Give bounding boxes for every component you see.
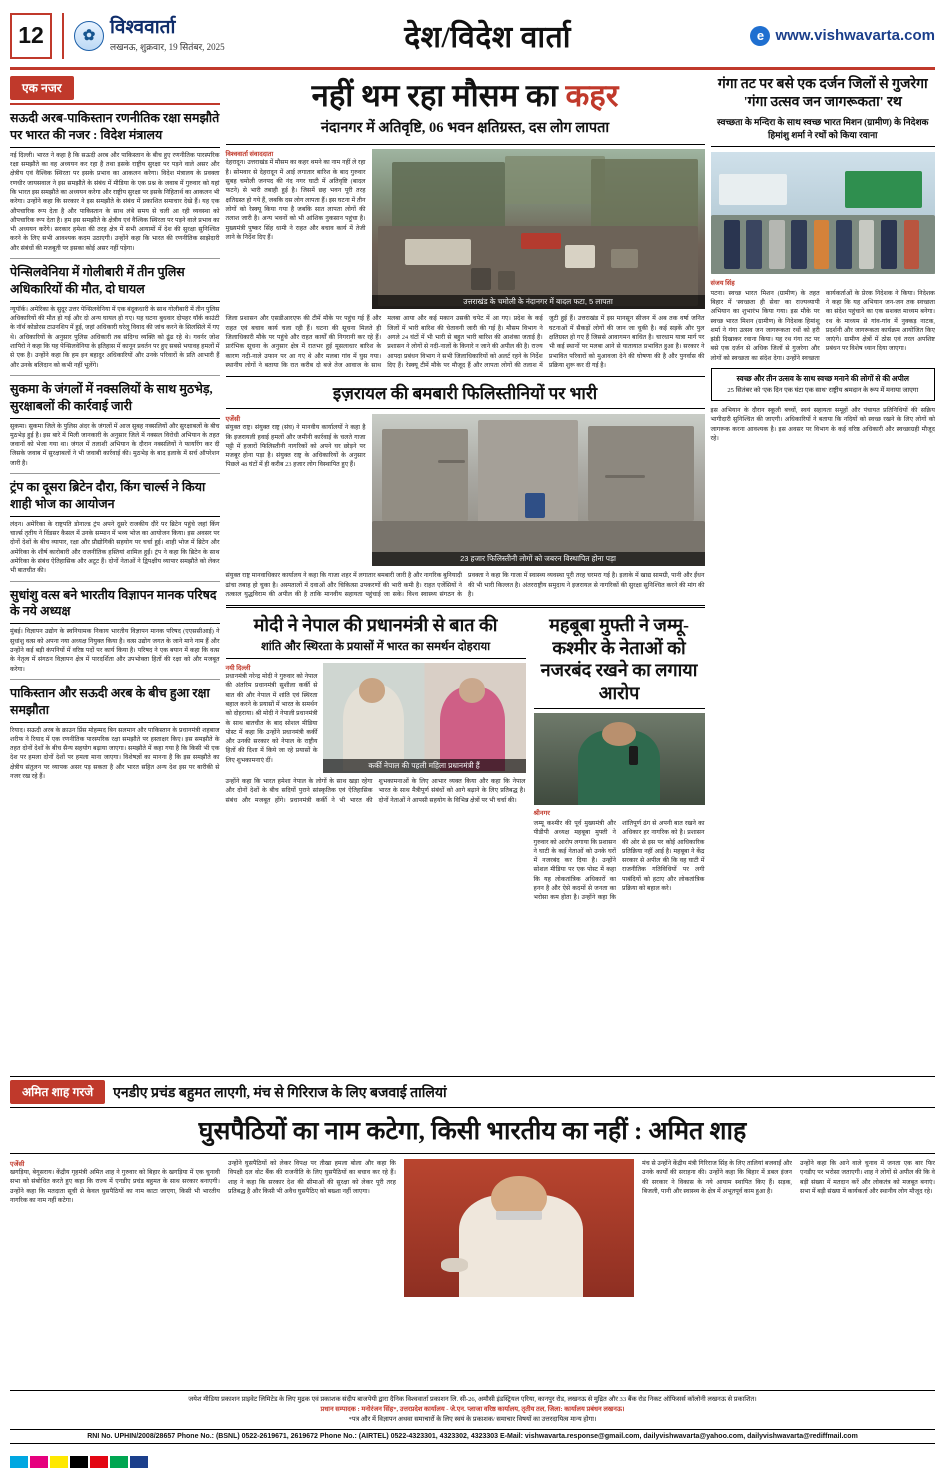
ganga-subheadline: स्वच्छता के मन्दिरा के साथ स्वच्छ भारत मिशन (ग्रामीण) के निदेशक हिमांशु शर्मा ने रथों को किया रवाना: [711, 116, 936, 146]
modi-headline: मोदी ने नेपाल की प्रधानमंत्री से बात की: [253, 615, 498, 636]
lead-body-2: जिला प्रशासन और एसडीआरएफ की टीमें मौके पर पहुंच गई हैं और राहत एवं बचाव कार्य चला रही हैं। घटना की सूचना मिलते ही जिलाधिकारी मौके पर पहुंचे और राहत कार्यों की निगरानी कर रहे हैं। प्रारंभिक सूचना के अनुसार क्षेत्र में रातभर हुई मूसलाधार बारिश के कारण नदी-नाले उफान पर आ गए थे और मलबा गांव में घुस गया। स्थानीय लोगों ने बताया कि रात करीब दो बजे तेज आवाज के साथ मलबा आया और कई मकान उसकी चपेट में आ गए।: [225, 315, 511, 369]
left-article: [10, 587, 220, 674]
amit-shah-byline: एजेंसी: [10, 1161, 25, 1168]
mehbooba-body: [534, 819, 705, 903]
israel-body-2: संयुक्त राष्ट्र मानवाधिकार कार्यालय ने कहा कि गाजा शहर में लगातार बमबारी जारी है और नागरिक बुनियादी ढांचा तबाह हो चुका है। अस्पतालों में दवाओं और चिकित्सा उपकरणों की भारी कमी है। राहत एजेंसियों ने तत्काल युद्धविराम की अपील की है ताकि मानवीय सहायता पहुंचाई जा सके।: [225, 572, 463, 598]
lead-top-row: [226, 149, 705, 309]
ganga-callout-title: स्वच्छ और तीन उत्सव के साथ स्वच्छ मनाने की लोगों से की अपील: [736, 374, 909, 384]
cmyk-yellow: [50, 1456, 68, 1468]
amit-shah-photo-wrap: [404, 1159, 634, 1297]
modi-body-rest: [226, 777, 526, 805]
amit-shah-band-text: एनडीए प्रचंड बहुमत लाएगी, मंच से गिरिराज के लिए बजवाई तालियां: [113, 1085, 447, 1101]
ganga-callout-box: [711, 368, 936, 401]
separator: [10, 375, 220, 376]
left-column-tag-row: [10, 76, 220, 105]
ganga-callout-text: 25 सितंबर को 'एक दिन एक घंटा एक साथ' राष्ट्रीय श्रमदान के रूप में मनाया जाएगा: [727, 387, 919, 395]
amit-shah-band: [10, 1076, 935, 1108]
ganga-byline: संजय सिंह: [710, 279, 735, 287]
modi-byline: नयी दिल्ली: [225, 665, 251, 673]
ganga-body-3: इस अभियान के दौरान स्कूली बच्चों, स्वयं सहायता समूहों और पंचायत प्रतिनिधियों की सक्रिय भागीदारी सुनिश्चित की जाएगी। अधिकारियों ने बताया कि नदियों को स्वच्छ रखने के लिए लोगों को जागरूक करना आवश्यक है। इस अवसर पर विभाग के कई वरिष्ठ अधिकारी और स्वच्छाग्रही मौजूद रहे।: [710, 407, 936, 443]
israel-body-1: संयुक्त राष्ट्र। संयुक्त राष्ट्र (संघ) ने मानवीय कार्यालयों ने कहा है कि इजरायली हवाई हमलों और जमीनी कार्रवाई के चलते गाजा पट्टी में हजारों फिलिस्तीनी नागरिकों को अपने घर छोड़ने पर मजबूर होना पड़ा है। संयुक्त राष्ट्र के अधिकारियों के अनुसार पिछले 48 घंटों में ही करीब 23 हजार लोग विस्थापित हुए हैं।: [225, 424, 366, 469]
article-body: सुकमा। सुकमा जिले के पुलिस अंदर के जंगलों में आज सुबह नक्सलियों और सुरक्षाबलों के बीच मुठभेड़ हुई है। इस बारे में मिली जानकारी के अनुसार जिले में नक्सल विरोधी अभियान के तहत जवानों को भेजा गया था। जंगल में तलाशी अभियान के दौरान नक्सलियों ने फायरिंग कर दी जिसके जवाब में सुरक्षाबलों ने भी जवाबी कार्रवाई की। मुठभेड़ के बाद इलाके में सर्च ऑपरेशन जारी है।: [10, 422, 220, 467]
left-article: [10, 110, 220, 253]
modi-first-column: [226, 663, 318, 773]
logo-icon: ✿: [74, 21, 104, 51]
amit-shah-headline: घुसपैठियों का नाम कटेगा, किसी भारतीय का नहीं : अमित शाह: [10, 1108, 935, 1154]
mehbooba-body-2: उन्होंने कहा कि शांतिपूर्ण ढंग से अपनी बात रखने का अधिकार हर नागरिक को है। प्रशासन की ओर से इस पर कोई आधिकारिक प्रतिक्रिया नहीं आई है। महबूबा ने केंद्र सरकार से अपील की कि वह घाटी में राजनीतिक गतिविधियों पर लगी पाबंदियों को हटाए और लोकतांत्रिक प्रक्रिया को बहाल करे।: [581, 819, 705, 902]
left-article: [10, 685, 220, 782]
website-link[interactable]: [750, 26, 935, 46]
lead-photo: [372, 149, 705, 309]
cmyk-registration-marks: [10, 1456, 148, 1468]
modi-story: [226, 614, 526, 902]
page-footer: [10, 1390, 935, 1444]
israel-photo-wrap: [372, 414, 705, 566]
israel-byline: एजेंसी: [225, 416, 241, 424]
masthead-divider: [62, 13, 64, 59]
amit-shah-body-2: उन्होंने घुसपैठियों को लेकर विपक्ष पर तीखा हमला बोला और कहा कि विपक्षी दल वोट बैंक की राजनीति के लिए घुसपैठियों का बचाव कर रहे हैं। शाह ने कहा कि सरकार देश की सीमाओं की सुरक्षा को लेकर पूरी तरह प्रतिबद्ध है और किसी भी अवैध घुसपैठिए को बख्शा नहीं जाएगा।: [228, 1160, 396, 1195]
modi-photo-wrap: [323, 663, 526, 773]
amit-shah-body-4: उन्होंने कहा कि आने वाले चुनाव में जनता एक बार फिर एनडीए पर भरोसा जताएगी। शाह ने लोगों से अपील की कि वे बड़ी संख्या में मतदान करें और लोकतंत्र को मजबूत बनाएं। सभा में बड़ी संख्या में कार्यकर्ता और स्थानीय लोग मौजूद रहे।: [800, 1160, 935, 1195]
mehbooba-story: [534, 614, 705, 902]
footer-line-2: प्रधान सम्पादक : मनोरंजन सिंह*, उत्तरप्रदेश कार्यालय - जे.एन. प्लाजा वरिष्ठ कार्यालय, तृतीय तल, जिला: कार्यालय प्रबंधन लखनऊ।: [320, 1406, 625, 1414]
lead-body-4: उत्तराखंड में इस मानसून सीजन में अब तक वर्षा जनित घटनाओं में सैकड़ों लोगों की जान जा चुकी है। कई सड़कें और पुल क्षतिग्रस्त हो गए हैं जिससे आवागमन बाधित है। चारधाम यात्रा मार्ग पर भी कई स्थानों पर मलबा आने से यातायात प्रभावित हुआ है। सरकार ने प्रभावित परिवारों को मुआवजा देने की घोषणा की है और पुनर्वास की प्रक्रिया शुरू कर दी गई है।: [548, 315, 705, 369]
article-body: नई दिल्ली। भारत ने कहा है कि सऊदी अरब और पाकिस्तान के बीच हुए रणनीतिक पारस्परिक रक्षा समझौते का वह अध्ययन कर रहा है तथा इसके राष्ट्रीय सुरक्षा पर पड़ने वाले असर और क्षेत्रीय एवं वैश्विक स्थिरता पर इसके प्रभाव का आकलन करेगा। विदेश मंत्रालय के प्रवक्ता रणधीर जायसवाल ने इस समझौते के संबंध में मीडिया के एक प्रश्न के जवाब में गुरुवार को यहां कि भारत इस समझौते का अध्ययन करेगा और राष्ट्रीय सुरक्षा पर इसके निहितार्थ का आकलन भी करेगा। उन्होंने कहा कि सरकार ने इस समझौते के संबंध में प्रकाशित समाचार देखे हैं। यह एक औपचारिक रूप देता है और पाकिस्तान के साथ लंबे समय से चली आ रही व्यवस्था को औपचारिक रूप देता है। हम इस समझौते के क्षेत्रीय एवं वैश्विक स्थिरता पर पड़ने वाले प्रभाव का भी अध्ययन करेंगे। सरकार हमेशा की तरह क्षेत्र में सभी आयामों में देश की सुरक्षा सुनिश्चित करने के लिए सभी आवश्यक कदम उठाएगी। उन्होंने कहा कि भारत की रणनीतिक साझेदारी और संबंधों की मजबूती पर इसका कोई असर नहीं पड़ेगा।: [10, 151, 220, 252]
footer-line-1: जयेश मीडिया प्रकाशन प्राइवेट लिमिटेड के लिए मुद्रक एवं प्रकाशक संदीप बाजपेयी द्वारा दैनिक विश्ववार्ता प्रकाशन लि. सी-26, अमौसी इंडस्ट्रियल एरिया, कानपुर रोड, लखनऊ से मुद्रित और 33 बैंक रोड निकट ऑफिसर्स कॉलोनी लखनऊ से प्रकाशित।: [188, 1396, 757, 1404]
left-article: [10, 479, 220, 576]
bottom-story: [10, 1070, 935, 1297]
separator: [10, 258, 220, 259]
section-title: देश/विदेश वार्ता: [404, 21, 571, 54]
amit-shah-body-3: मंच से उन्होंने केंद्रीय मंत्री गिरिराज सिंह के लिए तालियां बजवाईं और उनके कार्यों की सराहना की। उन्होंने कहा कि बिहार में डबल इंजन की सरकार ने विकास के नये आयाम स्थापित किए हैं। सड़क, बिजली, पानी और स्वास्थ्य के क्षेत्र में अभूतपूर्व काम हुआ है।: [642, 1160, 792, 1195]
article-headline: सुधांशु वत्स बने भारतीय विज्ञापन मानक परिषद के नये अध्यक्ष: [10, 587, 220, 625]
amit-shah-col-2: [228, 1159, 396, 1297]
cmyk-cyan: [10, 1456, 28, 1468]
mehbooba-headline: महबूबा मुफ्ती ने जम्मू-कश्मीर के नेताओं को नजरबंद रखने का लगाया आरोप: [534, 614, 705, 709]
amit-shah-col-4: [800, 1159, 935, 1297]
article-body: लंदन। अमेरिका के राष्ट्रपति डोनाल्ड ट्रंप अपने दूसरे राजकीय दौरे पर ब्रिटेन पहुंचे जहां किंग चार्ल्स तृतीय ने विंडसर कैसल में उनके सम्मान में भव्य भोज का आयोजन किया। इस अवसर पर दोनों देशों के बीच व्यापार, रक्षा और प्रौद्योगिकी सहयोग पर चर्चा हुई। शाही भोज में ब्रिटेन और अमेरिका के शीर्ष कारोबारी और राजनीतिक हस्तियां शामिल हुईं। ट्रंप ने कहा कि ब्रिटेन के साथ अमेरिका के संबंध ऐतिहासिक और अटूट हैं। दोनों नेताओं ने द्विपक्षीय व्यापार समझौते को लेकर भी बातचीत की।: [10, 520, 220, 575]
ganga-headline: गंगा तट पर बसे एक दर्जन जिलों से गुजरेगा 'गंगा उत्सव जन जागरूकता' रथ: [717, 77, 928, 111]
lead-body-3: प्रदेश के कई जिलों में भारी बारिश की चेतावनी जारी की गई है। मौसम विभाग ने अगले 24 घंटों में भी भारी से बहुत भारी बारिश की आशंका जताई है। प्रशासन ने लोगों से नदी-नालों के किनारे न जाने की अपील की है। राज्य आपदा प्रबंधन विभाग ने सभी जिलाधिकारियों को अलर्ट रहने के निर्देश दिए हैं। रेस्क्यू टीमें मौके पर मौजूद हैं और लापता लोगों की तलाश में जुटी हुई हैं।: [387, 315, 576, 369]
article-headline: ट्रंप का दूसरा ब्रिटेन दौरा, किंग चार्ल्स ने किया शाही भोज का आयोजन: [10, 479, 220, 517]
separator: [226, 605, 705, 608]
ganga-body-1: पटना। स्वच्छ भारत मिशन (ग्रामीण) के तहत बिहार में 'स्वच्छता ही सेवा' का राज्यव्यापी अभियान का शुभारंभ किया गया। इस मौके पर स्वच्छ भारत मिशन (ग्रामीण) के निदेशक हिमांशु शर्मा ने गंगा उत्सव जन जागरूकता रथों को हरी झंडी दिखाकर रवाना किया। यह रथ गंगा तट पर बसे एक दर्जन से अधिक जिलों से गुजरेगा और लोगों को स्वच्छता का संदेश देगा।: [710, 289, 820, 362]
footer-line-3: *पत्र और में विज्ञापन अथवा समाचारों के लिए स्वयं के प्रकाशक/ समाचार विषयों का उत्तरदायित्व मान्य होगा।: [348, 1416, 597, 1424]
israel-headline: इज़रायल की बमबारी फिलिस्तीनियों पर भारी: [226, 376, 705, 409]
lead-first-column: [226, 149, 366, 309]
ek-nazar-tag: एक नजर: [10, 76, 74, 100]
article-headline: पाकिस्तान और सऊदी अरब के बीच हुआ रक्षा समझौता: [10, 685, 220, 723]
cmyk-blue: [130, 1456, 148, 1468]
lower-stories-row: [226, 614, 705, 902]
left-article: [10, 264, 220, 370]
cmyk-black: [70, 1456, 88, 1468]
mehbooba-body-1: जम्मू कश्मीर की पूर्व मुख्यमंत्री और पीडीपी अध्यक्ष महबूबा मुफ्ती ने गुरुवार को आरोप लगाया कि प्रशासन ने घाटी के कई नेताओं को उनके घरों में नजरबंद कर दिया है। उन्होंने सोशल मीडिया पर एक पोस्ट में कहा कि यह लोकतांत्रिक अधिकारों का हनन है और ऐसे कदमों से जनता का भरोसा कम होता है।: [533, 819, 617, 902]
article-headline: सऊदी अरब-पाकिस्तान रणनीतिक रक्षा समझौते पर भारत की नजर : विदेश मंत्रालय: [10, 110, 220, 148]
modi-body-2: उन्होंने कहा कि भारत हमेशा नेपाल के लोगों के साथ खड़ा रहेगा और दोनों देशों के बीच सदियों पुराने सांस्कृतिक एवं ऐतिहासिक संबंध और मजबूत होंगे। प्रधानमंत्री कर्की ने भी भारत की शुभकामनाओं के लिए आभार व्यक्त किया और कहा कि नेपाल भारत के साथ मैत्रीपूर्ण संबंधों को आगे बढ़ाने के लिए प्रतिबद्ध है। दोनों नेताओं ने आपसी सहयोग के विभिन्न क्षेत्रों पर भी चर्चा की।: [225, 778, 526, 804]
article-body: न्यूयॉर्क। अमेरिका के सुदूर उत्तर पेन्सिलवेनिया में एक बंदूकधारी के साथ गोलीबारी में तीन पुलिस अधिकारियों की मौत हो गई और दो अन्य घायल हो गए। यह घटना बुधवार दोपहर यॉर्क काउंटी के नॉर्थ कोडोरस टाउनशिप में हुई, जहां अधिकारी घरेलू विवाद की जांच करने के सिलसिले में गए थे। अधिकारियों के अनुसार पुलिस अधिकारी तब संदिग्ध व्यक्ति को ढूंढ रहे थे। गवर्नर जोश शापिरो ने कहा कि यह पेन्सिलवेनिया के इतिहास में कानून प्रवर्तन पर हुए सबसे भयावह हमलों में से एक है। उन्होंने कहा कि हम इन बहादुर अधिकारियों और उनके परिवारों के प्रति आभारी हैं और उनके बलिदान को कभी नहीं भूलेंगे।: [10, 305, 220, 369]
lead-byline: विश्ववार्ता संवाददाता: [225, 151, 274, 159]
israel-top-row: [226, 414, 705, 566]
mehbooba-byline: श्रीनगर: [533, 810, 551, 818]
left-article: [10, 381, 220, 468]
lead-photo-wrap: [372, 149, 705, 309]
cmyk-magenta: [30, 1456, 48, 1468]
israel-first-column: [226, 414, 366, 566]
lead-headline-block: [226, 78, 705, 145]
amit-shah-col-1: [10, 1159, 220, 1297]
brand-title: विश्ववार्ता: [110, 17, 176, 38]
amit-shah-col-3: [642, 1159, 792, 1297]
masthead: [10, 8, 935, 70]
mehbooba-byline-wrap: [534, 809, 705, 819]
website-url-text: www.vishwavarta.com: [775, 27, 935, 44]
lead-photo-caption: उत्तराखंड के चमोली के नंदानगर में बादल फटा, 5 लापता: [372, 295, 705, 309]
lead-body-rest: [226, 314, 705, 370]
amit-shah-tag: अमित शाह गरजे: [10, 1080, 105, 1104]
lead-headline-part1: नहीं थम रहा मौसम का: [311, 78, 558, 113]
lead-subheadline: नंदानगर में अतिवृष्टि, 06 भवन क्षतिग्रस्त, दस लोग लापता: [320, 119, 610, 136]
modi-body-1: प्रधानमंत्री नरेन्द्र मोदी ने गुरुवार को नेपाल की अंतरिम प्रधानमंत्री सुशीला कर्की से बात की और नेपाल में शांति एवं स्थिरता बहाल करने के प्रयासों में भारत के समर्थन को दोहराया। श्री मोदी ने नेपाली प्रधानमंत्री के साथ बातचीत के बाद सोशल मीडिया पोस्ट में कहा कि उन्होंने प्रधानमंत्री कर्की और उनकी सरकार को नेपाल के राष्ट्रीय हितों की दिशा में किये जा रहे प्रयासों के लिए शुभकामनाएं दीं।: [225, 673, 318, 764]
israel-photo-caption: 23 हजार फिलिस्तीनी लोगों को जबरन विस्थापित होना पड़ा: [372, 552, 705, 566]
amit-shah-row: [10, 1159, 935, 1297]
page-number: 12: [10, 13, 52, 59]
israel-body-rest: [226, 571, 705, 599]
israel-body-3: विश्व स्वास्थ्य संगठन के प्रवक्ता ने कहा कि गाजा में स्वास्थ्य व्यवस्था पूरी तरह चरमरा गई है। इलाके में खाद्य सामग्री, पानी और ईंधन की भी भारी किल्लत है। अंतरराष्ट्रीय समुदाय ने इजरायल से नागरिकों की सुरक्षा सुनिश्चित करने की मांग की है।: [406, 572, 705, 598]
modi-photo-caption: कर्की नेपाल की पहली महिला प्रधानमंत्री हैं: [323, 759, 526, 773]
separator: [10, 581, 220, 582]
ganga-photo: [711, 152, 936, 274]
brand-subtitle: लखनऊ, शुक्रवार, 19 सितंबर, 2025: [110, 42, 225, 52]
globe-icon: e: [750, 26, 770, 46]
mehbooba-photo: [534, 713, 705, 805]
article-body: मुंबई। विज्ञापन उद्योग के स्वनियामक निकाय भारतीय विज्ञापन मानक परिषद (एएससीआई) ने सुधांशु वत्स को अपना नया अध्यक्ष नियुक्त किया है। वत्स उद्योग जगत के जाने माने नाम हैं और उन्होंने कई बड़ी कंपनियों में वरिष्ठ पदों पर कार्य किया है। परिषद ने एक बयान में कहा कि वत्स के नेतृत्व में संगठन विज्ञापन क्षेत्र में पारदर्शिता और उपभोक्ता हितों की रक्षा को और मजबूत करेगा।: [10, 628, 220, 673]
ganga-body-2: उन्होंने स्वच्छता कार्यकर्ताओं के प्रेरक निदेशक ने किया। निदेशक ने कहा कि यह अभियान जन-जन तक स्वच्छता का संदेश पहुंचाने का एक सशक्त माध्यम बनेगा। रथ के माध्यम से गांव-गांव में नुक्कड़ नाटक, प्रदर्शनी और जागरूकता कार्यक्रम आयोजित किए जाएंगे। ग्रामीण क्षेत्रों में ठोस एवं तरल अपशिष्ट प्रबंधन पर विशेष ध्यान दिया जाएगा।: [786, 289, 935, 362]
article-body: रियाद। सऊदी अरब के क्राउन प्रिंस मोहम्मद बिन सलमान और पाकिस्तान के प्रधानमंत्री शहबाज शरीफ ने रियाद में एक रणनीतिक पारस्परिक रक्षा समझौते पर हस्ताक्षर किए। इस समझौते के तहत दोनों देशों के बीच सैन्य सहयोग बढ़ाया जाएगा। समझौते में कहा गया है कि किसी भी एक देश पर हमला दोनों देशों पर हमला माना जाएगा। विशेषज्ञों का मानना है कि इस समझौते का क्षेत्रीय संतुलन पर व्यापक असर पड़ सकता है और भारत सहित अन्य देश इस पर बारीकी से नजर रख रहे हैं।: [10, 726, 220, 781]
amit-shah-body-1: खगड़िया, बेगूसराय। केंद्रीय गृहमंत्री अमित शाह ने गुरुवार को बिहार के खगड़िया में एक चुनावी सभा को संबोधित करते हुए कहा कि राज्य में एनडीए प्रचंड बहुमत के साथ सरकार बनाएगी। उन्होंने कहा कि मतदाता सूची से केवल घुसपैठियों का नाम काटा जाएगा, किसी भी भारतीय नागरिक का नाम नहीं कटेगा।: [10, 1169, 220, 1204]
footer-rni: RNI No. UPHIN/2008/28657 Phone No.: (BSNL) 0522-2619671, 2619672 Phone No.: (AIRTEL) 0522-4323301, 4323302, 4323303 E-Mail: vishwavarta.response@gmail.com, dailyvishwavarta@yahoo.com, dailyvishwavarta@rediffmail.com: [10, 1429, 935, 1444]
separator: [10, 679, 220, 680]
lead-body-1: देहरादून। उत्तराखंड में मौसम का कहर थमने का नाम नहीं ले रहा है। सोमवार से देहरादून में आई लगातार बारिश के बाद गुरुवार सुबह चमोली जनपद की नंद नगर घाटी में अतिवृष्टि (बादल फटने) से भारी तबाही हुई है। जिसमें छह भवन पूरी तरह क्षतिग्रस्त हो गये हैं, जबकि दस लोग लापता हैं। इस घटना में तीन लोगों को रेस्क्यू किया गया है जबकि सात लापता लोगों की तलाश जारी है। अन्य भवनों को भी आंशिक नुकसान पहुंचा है। मुख्यमंत्री पुष्कर सिंह धामी ने राहत और बचाव कार्य में तेजी लाने के निर्देश दिए हैं।: [225, 159, 366, 241]
article-headline: पेन्सिलवेनिया में गोलीबारी में तीन पुलिस अधिकारियों की मौत, दो घायल: [10, 264, 220, 302]
modi-top-row: [226, 663, 526, 773]
cmyk-red: [90, 1456, 108, 1468]
lead-headline: [226, 78, 705, 114]
ganga-body-top: [711, 289, 936, 363]
modi-subheadline: शांति और स्थिरता के प्रयासों में भारत का समर्थन दोहराया: [226, 640, 526, 659]
separator: [10, 473, 220, 474]
lead-headline-highlight: कहर: [565, 78, 619, 113]
israel-photo: [372, 414, 705, 566]
brand-logo: [74, 18, 225, 53]
article-headline: सुकमा के जंगलों में नक्सलियों के साथ मुठभेड़, सुरक्षाबलों की कार्रवाई जारी: [10, 381, 220, 419]
cmyk-green: [110, 1456, 128, 1468]
modi-photo: [323, 663, 526, 773]
amit-shah-photo: [404, 1159, 634, 1297]
